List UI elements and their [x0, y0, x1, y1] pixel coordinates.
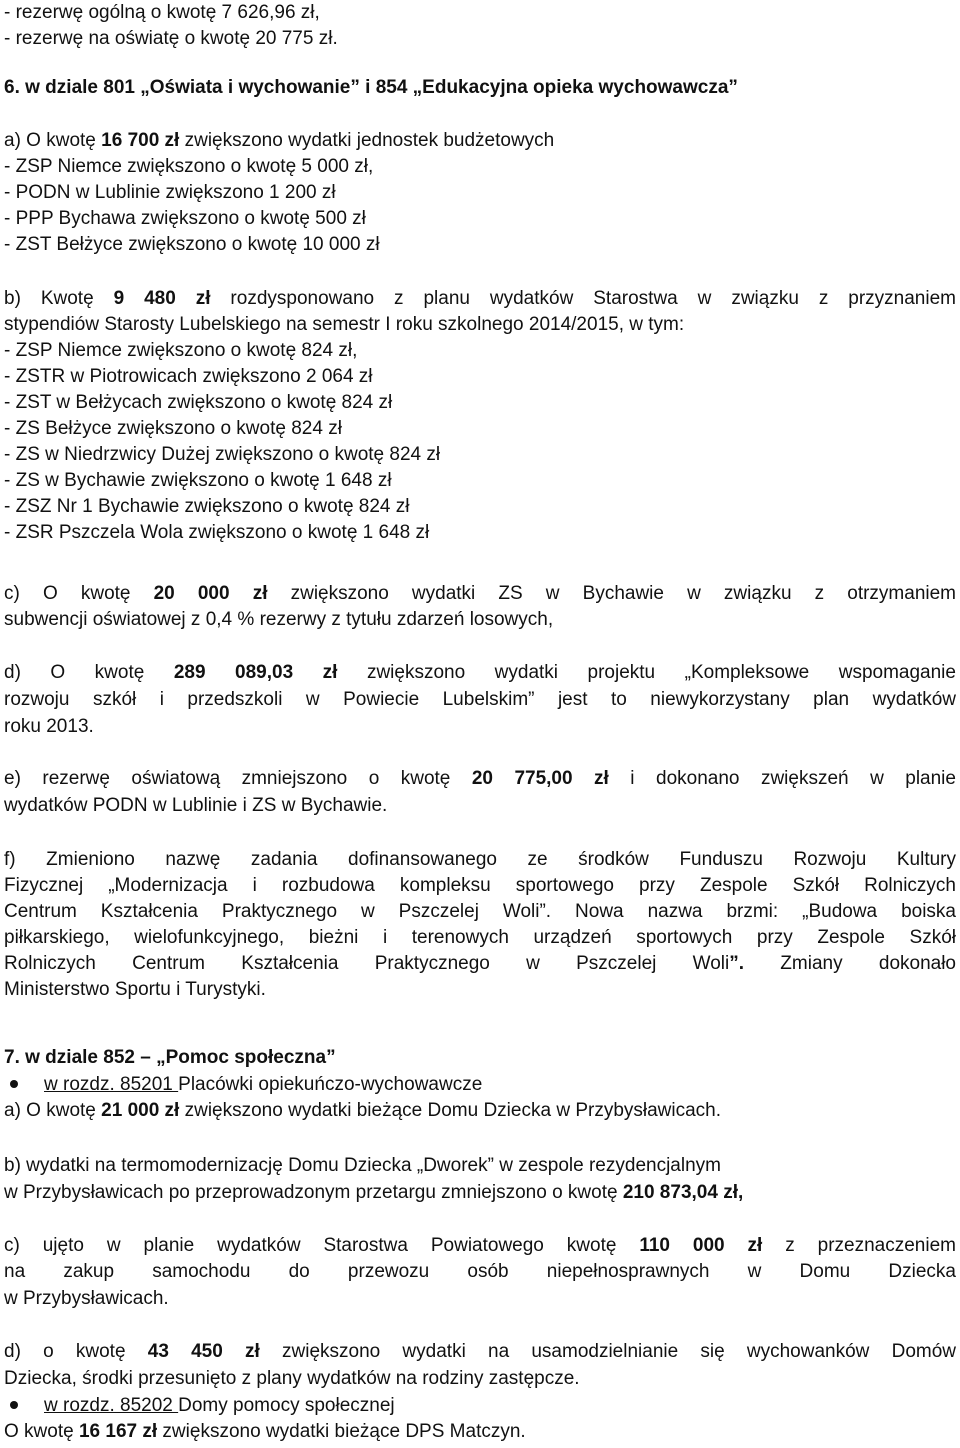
text-line: c) O kwotę 20 000 zł zwiększono wydatki ZS w Bychawie w związku z otrzymaniem	[4, 583, 956, 604]
amount: 16 700 zł	[101, 130, 180, 151]
text-line: - ZSZ Nr 1 Bychawie zwiększono o kwotę 824 zł	[4, 496, 410, 517]
text: - rezerwę na oświatę o kwotę 20 775 zł.	[4, 28, 338, 49]
text-line: Fizycznej „Modernizacja i rozbudowa kompleksu sportowego przy Zespole Szkół Rolniczych	[4, 875, 956, 896]
amount: 20 775,00 zł	[471, 768, 609, 789]
bullet-item: w rozdz. 85202 Domy pomocy społecznej	[0, 1393, 952, 1419]
text-line	[4, 26, 956, 52]
section-heading-7: 7. w dziale 852 – „Pomoc społeczna”	[4, 1047, 336, 1068]
text-line: a) O kwotę 21 000 zł zwiększono wydatki bieżące Domu Dziecka w Przybysławicach.	[4, 1100, 722, 1121]
text-line: na zakup samochodu do przewozu osób niepełnosprawnych w Domu Dziecka	[4, 1261, 956, 1282]
amount: 9 480 zł	[113, 288, 211, 309]
text-line: w Przybysławicach.	[4, 1288, 169, 1309]
text-line: - ZST Bełżyce zwiększono o kwotę 10 000 zł	[4, 234, 380, 255]
text-line	[4, 0, 956, 26]
text-line: rozwoju szkół i przedszkoli w Powiecie Lubelskim” jest to niewykorzystany plan wydatków	[4, 689, 956, 710]
text-line: Dziecka, środki przesunięto z plany wydatków na rodziny zastępcze.	[4, 1368, 580, 1389]
bullet-dot-icon	[10, 1401, 18, 1409]
text-line: b) Kwotę 9 480 zł rozdysponowano z planu wydatków Starostwa w związku z przyznaniem	[4, 288, 956, 309]
text-line: - ZS w Niedrzwicy Dużej zwiększono o kwotę 824 zł	[4, 444, 441, 465]
section-heading-6	[4, 75, 956, 101]
text-line: - ZS Bełżyce zwiększono o kwotę 824 zł	[4, 418, 342, 439]
text-line: e) rezerwę oświatową zmniejszono o kwotę 20 775,00 zł i dokonano zwiększeń w planie	[4, 768, 956, 789]
text-line: - PODN w Lublinie zwiększono 1 200 zł	[4, 182, 336, 203]
bullet-item: w rozdz. 85201 Placówki opiekuńczo-wychowawcze	[0, 1072, 952, 1098]
text-line: Ministerstwo Sportu i Turystyki.	[4, 979, 266, 1000]
text-line: piłkarskiego, wielofunkcyjnego, bieżni i terenowych urządzeń sportowych przy Zespole Szkół	[4, 927, 956, 948]
text-line: - ZSR Pszczela Wola zwiększono o kwotę 1 648 zł	[4, 522, 430, 543]
text-line: d) O kwotę 289 089,03 zł zwiększono wydatki projektu „Kompleksowe wspomaganie	[4, 662, 956, 683]
amount: 110 000 zł	[639, 1235, 763, 1256]
text-line: roku 2013.	[4, 716, 94, 737]
text-line: O kwotę 16 167 zł zwiększono wydatki bieżące DPS Matczyn.	[4, 1421, 526, 1442]
text-line: a) O kwotę 16 700 zł zwiększono wydatki jednostek budżetowych	[4, 130, 555, 151]
amount: 16 167 zł	[78, 1421, 158, 1442]
amount: 21 000 zł	[101, 1100, 180, 1121]
amount: 210 873,04 zł,	[622, 1182, 744, 1203]
text-line: - ZS w Bychawie zwiększono o kwotę 1 648 zł	[4, 470, 392, 491]
heading-text: 6. w dziale 801 „Oświata i wychowanie” i 854 „Edukacyjna opieka wychowawcza”	[4, 77, 738, 98]
text-line: c) ujęto w planie wydatków Starostwa Powiatowego kwotę 110 000 zł z przeznaczeniem	[4, 1235, 956, 1256]
text-line: - ZSP Niemce zwiększono o kwotę 824 zł,	[4, 340, 358, 361]
text-line: - ZSP Niemce zwiększono o kwotę 5 000 zł,	[4, 156, 374, 177]
text-line: d) o kwotę 43 450 zł zwiększono wydatki na usamodzielnianie się wychowanków Domów	[4, 1341, 957, 1362]
text-line: subwencji oświatowej z 0,4 % rezerwy z tytułu zdarzeń losowych,	[4, 609, 554, 630]
text-line: b) wydatki na termomodernizację Domu Dziecka „Dworek” w zespole rezydencjalnym	[4, 1155, 721, 1176]
text: - rezerwę ogólną o kwotę 7 626,96 zł,	[4, 2, 320, 23]
amount: 43 450 zł	[147, 1341, 260, 1362]
chapter-ref: w rozdz. 85201	[44, 1074, 179, 1095]
text-line: f) Zmieniono nazwę zadania dofinansowanego ze środków Funduszu Rozwoju Kultury	[4, 849, 956, 870]
text-line: - ZSTR w Piotrowicach zwiększono 2 064 zł	[4, 366, 373, 387]
text-line: Centrum Kształcenia Praktycznego w Pszczelej Woli”. Nowa nazwa brzmi: „Budowa boiska	[4, 901, 956, 922]
chapter-ref: w rozdz. 85202	[44, 1395, 179, 1416]
text-line: - PPP Bychawa zwiększono o kwotę 500 zł	[4, 208, 366, 229]
text-line: stypendiów Starosty Lubelskiego na semestr I roku szkolnego 2014/2015, w tym:	[4, 314, 685, 335]
amount: 289 089,03 zł	[173, 662, 338, 683]
text-line: w Przybysławicach po przeprowadzonym przetargu zmniejszono o kwotę 210 873,04 zł,	[4, 1182, 744, 1203]
bullet-dot-icon	[10, 1080, 18, 1088]
text-line: Rolniczych Centrum Kształcenia Praktycznego w Pszczelej Woli”. Zmiany dokonało	[4, 953, 956, 974]
amount: 20 000 zł	[153, 583, 268, 604]
text-line: wydatków PODN w Lublinie i ZS w Bychawie.	[4, 795, 388, 816]
text-line: - ZST w Bełżycach zwiększono o kwotę 824 zł	[4, 392, 393, 413]
